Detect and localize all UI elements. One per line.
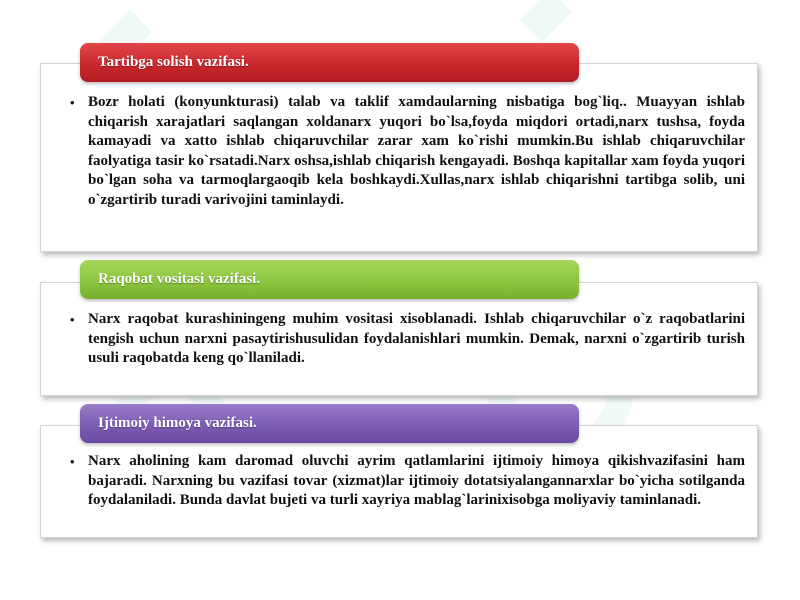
section-title: Tartibga solish vazifasi.: [98, 54, 249, 70]
section-text: Bozr holati (konyunkturasi) talab va taklif xamdaularning nisbatiga bog`liq.. Muayyan ishlab chiqarish xarajatlari saqlangan xoldanarx yuqori bo`lsa,foyda miqdori ortadi,narx tushsa, foyda kamayadi va xatto ishlab chiqaruvchilar zarar xam ko`rishi mumkin.Bu ishlab chiqaruvchilar faolyatiga tasir ko`rsatadi.Narx oshsa,ishlab chiqarish kengayadi. Boshqa kapitallar xam foyda yuqori bo`lgan soha va tarmoqlargaoqib kela boshkaydi.Xullas,narx ishlab chiqarishni tartibga solib, uni o`zgartirib turadi varivojini taminlaydi.: [88, 94, 745, 208]
section-text: Narx raqobat kurashiningeng muhim vositasi xisoblanadi. Ishlab chiqaruvchilar o`z raqobatlarini tengish uchun narxni pasaytirishusulidan foydalanishlari mumkin. Demak, narxni o`zgartirib turish usuli raqobatda keng qo`llaniladi.: [88, 311, 745, 367]
section-content-social-protection: [70, 452, 745, 511]
section-content-regulation: [70, 93, 745, 211]
section-title: Ijtimoiy himoya vazifasi.: [98, 415, 257, 431]
bullet-icon: •: [70, 95, 75, 110]
bullet-icon: •: [70, 454, 75, 469]
section-content-competition: [70, 310, 745, 369]
bullet-icon: •: [70, 312, 75, 327]
section-header-regulation: [80, 43, 579, 82]
section-header-competition: [80, 260, 579, 299]
section-header-social-protection: [80, 404, 579, 443]
section-title: Raqobat vositasi vazifasi.: [98, 271, 261, 287]
section-text: Narx aholining kam daromad oluvchi ayrim qatlamlarini ijtimoiy himoya qikishvazifasini ham bajaradi. Narxning bu vazifasi tovar (xizmat)lar ijtimoiy dotatsiyalangannarxlar bo`yicha sotilganda foydalaniladi. Bunda davlat bujeti va turli xayriya mablag`larinixisobga moliyaviy taminlanadi.: [88, 453, 745, 509]
